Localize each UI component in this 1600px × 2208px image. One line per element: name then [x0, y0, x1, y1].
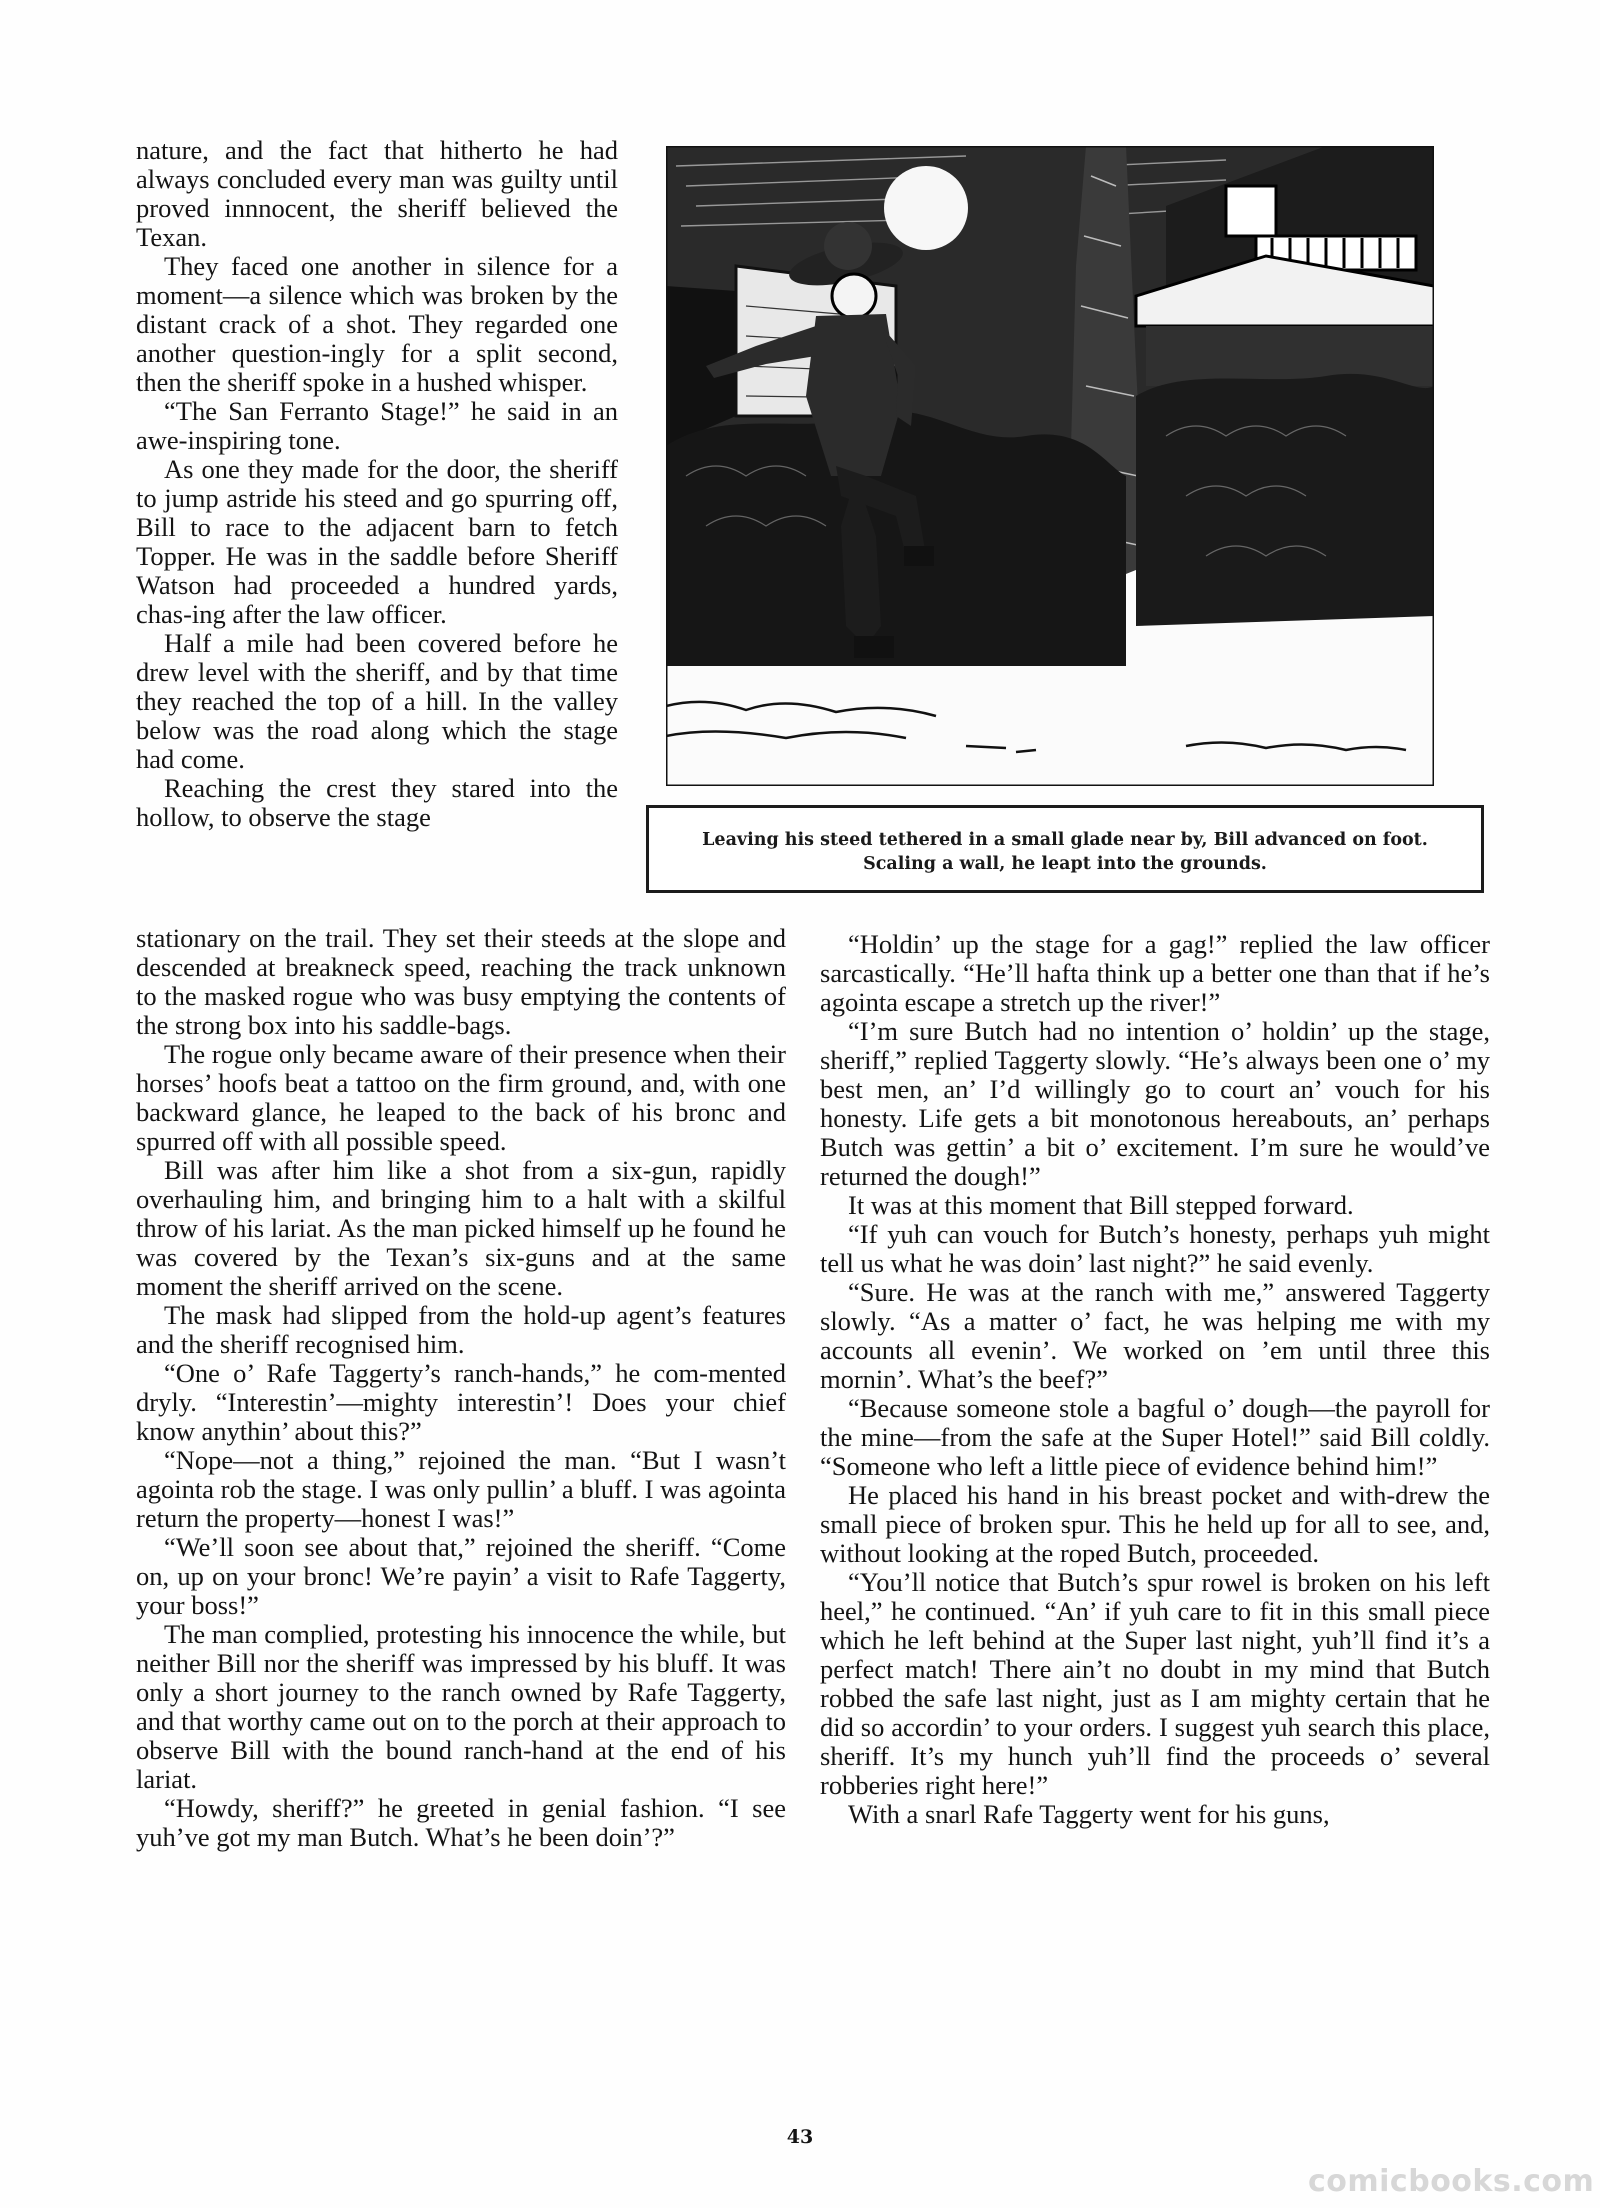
paragraph: stationary on the trail. They set their steeds at the slope and descended at breakneck speed, reaching the track unknown to the masked rogue who was busy emptying the contents of the strong box into his saddle-bags.	[136, 923, 786, 1040]
paragraph: It was at this moment that Bill stepped forward.	[848, 1190, 1354, 1220]
night-scene-drawing	[666, 146, 1434, 786]
paragraph: The rogue only became aware of their presence when their horses’ hoofs beat a tattoo on the firm ground, and, with one backward glance, he leaped to the back of his bronc and spurred off with all possible speed.	[136, 1039, 786, 1156]
bushes-right	[1136, 374, 1434, 626]
paragraph: They faced one another in silence for a moment—a silence which was broken by the distant crack of a shot. They regarded one another question-ingly for a split second, then the sheriff spoke in a hushed whisper.	[136, 251, 618, 397]
paragraph: He placed his hand in his breast pocket and with-drew the small piece of broken spur. This he held up for all to see, and, without looking at the roped Butch, proceeded.	[820, 1480, 1490, 1568]
paragraph: “I’m sure Butch had no intention o’ holdin’ up the stage, sheriff,” replied Taggerty slowly. “He’s always been one o’ my best men, an’ I’d willingly go to court an’ vouch for his honesty. Life gets a bit monotonous hereabouts, an’ perhaps Butch was gettin’ a bit o’ excitement. I’m sure he would’ve returned the dough!”	[820, 1016, 1490, 1191]
text-column-top-left	[136, 136, 618, 832]
paragraph: nature, and the fact that hitherto he had always concluded every man was guilty until proved innnocent, the sheriff believed the Texan.	[136, 135, 618, 252]
moon	[884, 166, 968, 250]
paragraph: “Howdy, sheriff?” he greeted in genial fashion. “I see yuh’ve got my man Butch. What’s he been doin’?”	[136, 1793, 786, 1852]
watermark: comicbooks.com	[1308, 2164, 1595, 2199]
illustration	[666, 146, 1434, 786]
text-column-right	[820, 930, 1490, 1829]
paragraph: Bill was after him like a shot from a six-gun, rapidly overhauling him, and bringing him to a halt with a skilful throw of his lariat. As the man picked himself up he found he was covered by the Texan’s six-guns and at the same moment the sheriff arrived on the scene.	[136, 1155, 786, 1301]
paragraph: “Nope—not a thing,” rejoined the man. “But I wasn’t agointa rob the stage. I was only pullin’ a bluff. I was agointa return the property—honest I was!”	[136, 1445, 786, 1533]
paragraph: “We’ll soon see about that,” rejoined the sheriff. “Come on, up on your bronc! We’re payin’ a visit to Rafe Taggerty, your boss!”	[136, 1532, 786, 1620]
paragraph: As one they made for the door, the sheriff to jump astride his steed and go spurring off, Bill to race to the adjacent barn to fetch Topper. He was in the saddle before Sheriff Watson had proceeded a hundred yards, chas-ing after the law officer.	[136, 454, 618, 629]
paragraph: Half a mile had been covered before he drew level with the sheriff, and by that time they reached the top of a hill. In the valley below was the road along which the stage had come.	[136, 628, 618, 774]
caption-line-1: Leaving his steed tethered in a small glade near by, Bill advanced on foot.	[702, 830, 1428, 850]
paragraph: Reaching the crest they stared into the hollow, to observe the stage	[136, 773, 618, 832]
paragraph: The mask had slipped from the hold-up agent’s features and the sheriff recognised him.	[136, 1300, 786, 1359]
bushes-left	[666, 411, 1126, 666]
text-column-left	[136, 924, 786, 1852]
paragraph: “Holdin’ up the stage for a gag!” replied the law officer sarcastically. “He’ll hafta think up a better one than that if he’s agointa escape a stretch up the river!”	[820, 929, 1490, 1017]
paragraph: “You’ll notice that Butch’s spur rowel is broken on his left heel,” he continued. “An’ if yuh care to fit in this small piece which he left behind at the Super last night, yuh’ll find it’s a perfect match! There ain’t no doubt in my mind that Butch robbed the safe last night, just as I am mighty certain that he did so accordin’ to your orders. I suggest yuh search this place, sheriff. It’s my hunch yuh’ll find the proceeds o’ several robberies right here!”	[820, 1567, 1490, 1800]
paragraph: With a snarl Rafe Taggerty went for his guns,	[848, 1799, 1330, 1829]
paragraph: “Because someone stole a bagful o’ dough—the payroll for the mine—from the safe at the Super Hotel!” said Bill coldly. “Someone who left a little piece of evidence behind him!”	[820, 1393, 1490, 1481]
page-number: 43	[786, 2126, 814, 2148]
paragraph: “Sure. He was at the ranch with me,” answered Taggerty slowly. “As a matter o’ fact, he was helping me with my accounts all evenin’. We worked on ’em until three this mornin’. What’s the beef?”	[820, 1277, 1490, 1394]
paragraph: “If yuh can vouch for Butch’s honesty, perhaps yuh might tell us what he was doin’ last night?” he said evenly.	[820, 1219, 1490, 1278]
illustration-caption	[646, 805, 1484, 893]
paragraph: “The San Ferranto Stage!” he said in an awe-inspiring tone.	[136, 396, 618, 455]
paragraph: The man complied, protesting his innocence the while, but neither Bill nor the sheriff was impressed by his bluff. It was only a short journey to the ranch owned by Rafe Taggerty, and that worthy came out on to the porch at their approach to observe Bill with the bound ranch-hand at the end of his lariat.	[136, 1619, 786, 1794]
paragraph: “One o’ Rafe Taggerty’s ranch-hands,” he com-mented dryly. “Interestin’—mighty interestin’! Does your chief know anythin’ about this?”	[136, 1358, 786, 1446]
caption-line-2: Scaling a wall, he leapt into the grounds.	[863, 854, 1267, 874]
